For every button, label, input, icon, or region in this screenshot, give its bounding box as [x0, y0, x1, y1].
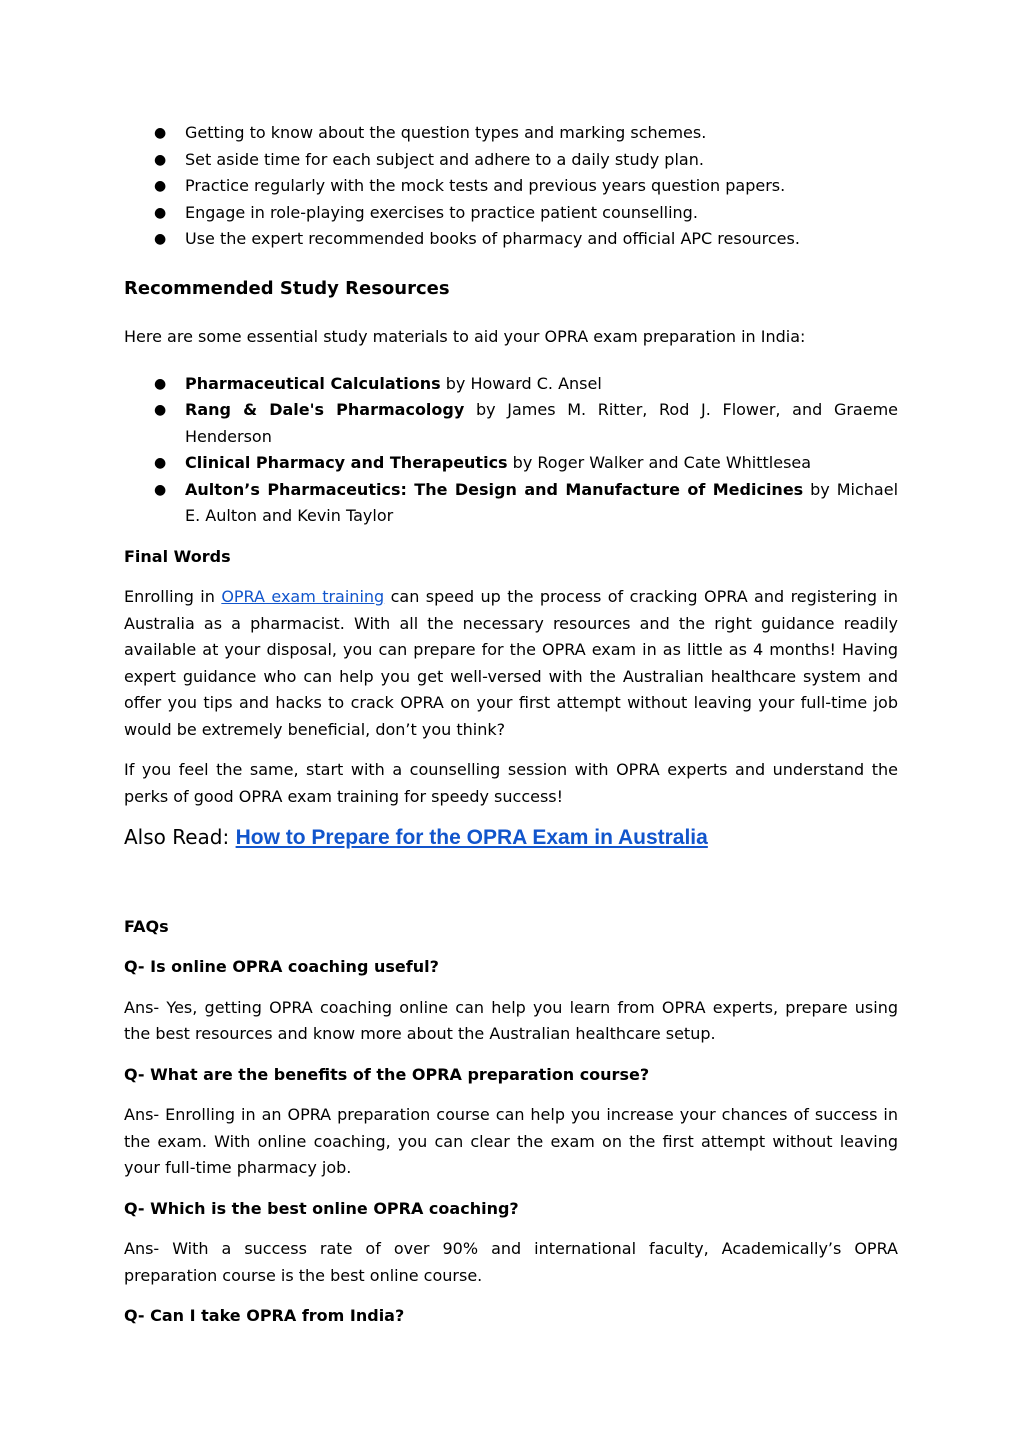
- list-item: ● Engage in role-playing exercises to practice patient counselling.: [124, 200, 898, 227]
- resources-heading: Recommended Study Resources: [124, 277, 450, 299]
- also-read-label: Also Read:: [124, 825, 236, 849]
- list-item: ● Set aside time for each subject and adhere to a daily study plan.: [124, 147, 898, 174]
- final-words-paragraph-2: If you feel the same, start with a counselling session with OPRA experts and understand the perks of good OPRA exam training for speedy success!: [124, 760, 898, 806]
- book-title: Aulton’s Pharmaceutics: The Design and Manufacture of Medicines: [185, 479, 804, 499]
- list-item: [124, 371, 898, 398]
- book-title: Rang & Dale's Pharmacology: [185, 400, 465, 419]
- faq-question: Q- What are the benefits of the OPRA preparation course?: [124, 1064, 650, 1084]
- bullet-icon: ●: [154, 151, 167, 168]
- list-item: [124, 397, 898, 450]
- book-author: by Roger Walker and Cate Whittlesea: [507, 453, 812, 472]
- bullet-icon: ●: [154, 402, 167, 418]
- faq-question: Q- Is online OPRA coaching useful?: [124, 957, 439, 976]
- final-words-heading: Final Words: [124, 546, 231, 566]
- also-read-link[interactable]: How to Prepare for the OPRA Exam in Australia: [235, 826, 708, 849]
- bullet-icon: ●: [154, 231, 167, 247]
- bullet-icon: ●: [154, 204, 167, 221]
- study-tips-list: [124, 120, 898, 253]
- list-item: [124, 477, 898, 530]
- also-read: [124, 824, 898, 852]
- list-item: [124, 450, 898, 477]
- book-title: Clinical Pharmacy and Therapeutics: [185, 453, 508, 472]
- book-author: by Howard C. Ansel: [440, 373, 602, 393]
- book-author: by James M. Ritter, Rod J. Flower, and Graeme Henderson: [185, 400, 898, 446]
- books-list: [124, 371, 898, 530]
- list-item: ● Practice regularly with the mock tests and previous years question papers.: [124, 173, 898, 200]
- faqs-heading: FAQs: [124, 916, 169, 936]
- faq-question: Q- Which is the best online OPRA coaching?: [124, 1198, 519, 1218]
- list-item: ● Getting to know about the question types and marking schemes.: [124, 120, 898, 147]
- bullet-icon: ●: [154, 455, 167, 471]
- final-words-paragraph: Enrolling in OPRA exam training can speed up the process of cracking OPRA and registering in Australia as a pharmacist. With all the necessary resources and the right guidance readily available at your disposal, you can prepare for the OPRA exam in as little as 4 months! Having expert guidance who can help you get well-versed with the Australian healthcare system and offer you tips and hacks to crack OPRA on your first attempt without leaving your full-time job would be extremely beneficial, don’t you think?: [124, 587, 899, 739]
- faq-answer: Ans- Yes, getting OPRA coaching online can help you learn from OPRA experts, prepare using the best resources and know more about the Australian healthcare setup.: [124, 997, 898, 1043]
- bullet-icon: ●: [154, 178, 167, 194]
- bullet-icon: ●: [154, 375, 167, 392]
- document-page: [124, 120, 898, 1330]
- book-author: by Michael E. Aulton and Kevin Taylor: [185, 479, 899, 525]
- bullet-icon: ●: [154, 125, 167, 141]
- book-title: Pharmaceutical Calculations: [185, 373, 441, 393]
- faq-answer: Ans- Enrolling in an OPRA preparation course can help you increase your chances of success in the exam. With online coaching, you can clear the exam on the first attempt without leaving your full-time pharmacy job.: [124, 1105, 898, 1177]
- resources-intro: Here are some essential study materials to aid your OPRA exam preparation in India:: [124, 327, 806, 346]
- faq-answer: Ans- With a success rate of over 90% and international faculty, Academically’s OPRA preparation course is the best online course.: [124, 1239, 898, 1285]
- faq-question: Q- Can I take OPRA from India?: [124, 1306, 405, 1325]
- bullet-icon: ●: [154, 481, 167, 498]
- list-item: ● Use the expert recommended books of pharmacy and official APC resources.: [124, 226, 898, 253]
- opra-exam-training-link[interactable]: OPRA exam training: [221, 587, 385, 606]
